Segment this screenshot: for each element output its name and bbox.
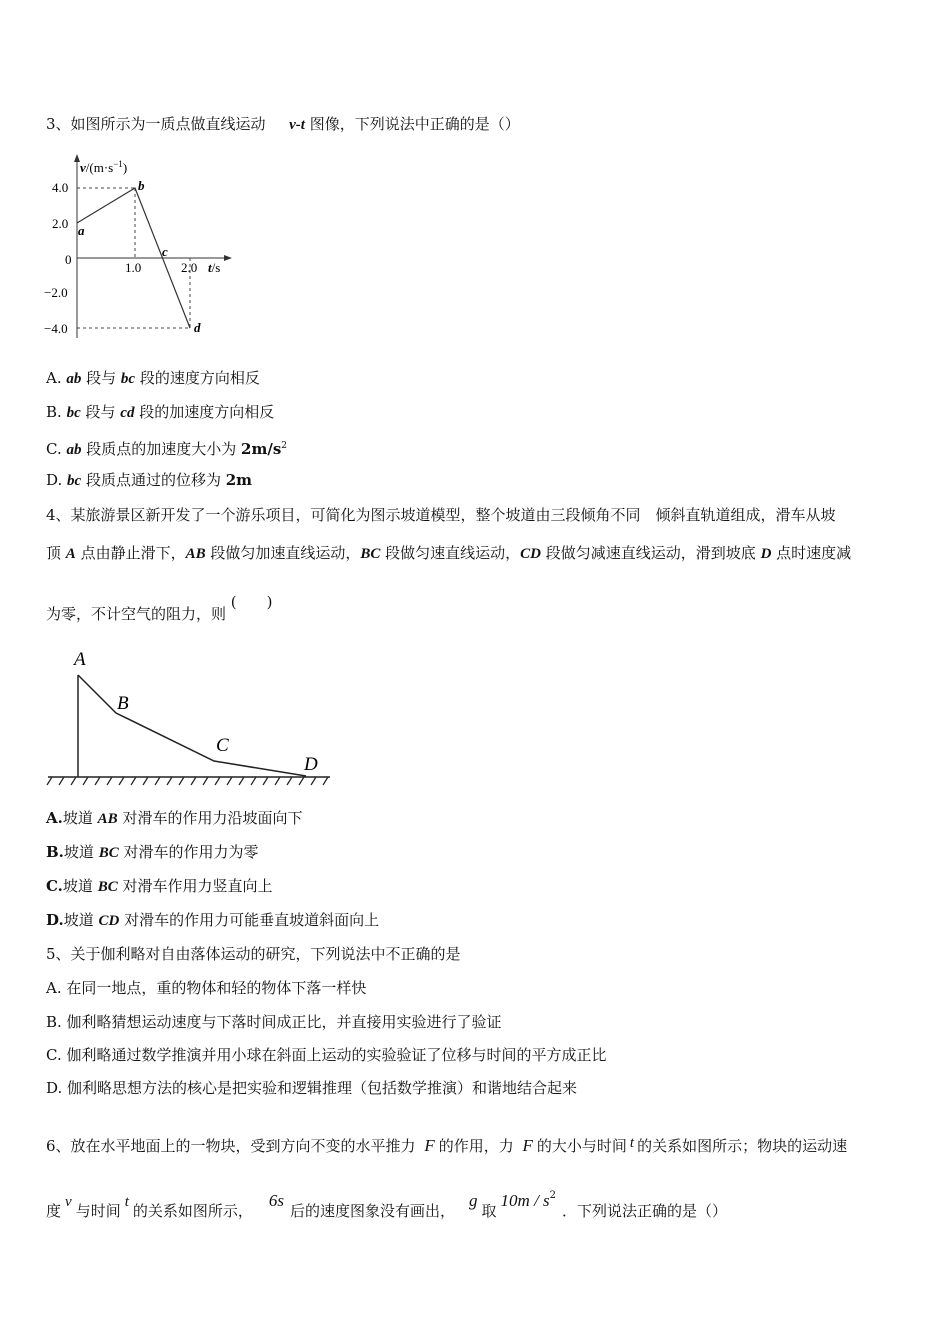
x-tick-2: 2.0 [181,260,198,275]
q5-stem: 5、关于伽利略对自由落体运动的研究，下列说法中不正确的是 [46,945,461,963]
q3-option-b: B. bc 段与 cd 段的加速度方向相反 [46,403,275,421]
x-axis-arrow [224,255,232,261]
q4-slope-figure [44,645,334,790]
y-tick-4: 4.0 [52,180,69,195]
ground-hatching [47,777,328,785]
x-tick-1: 1.0 [125,260,142,275]
slope-path [78,675,306,776]
q3-option-d: D. bc 段质点通过的位移为 2m [46,471,253,489]
q4-option-c: C.坡道 BC 对滑车作用力竖直向上 [46,877,273,895]
q6-stem-line2: 度 v 与时间 t 的关系如图所示，6s后的速度图象没有画出，g取$10m / s^2$．下列说法正确的是（） [46,1190,728,1220]
q3-vt-graph [40,150,240,345]
q4-stem-line3: 为零，不计空气的阻力，则 ( ) [46,593,273,623]
point-c: c [162,244,168,259]
q4-option-d: D.坡道 CD 对滑车的作用力可能垂直坡道斜面向上 [46,911,380,929]
point-d: d [194,320,201,335]
y-tick-2: 2.0 [52,216,69,231]
q4-stem-line2: 顶 A 点由静止滑下，AB 段做匀加速直线运动，BC 段做匀速直线运动，CD 段做匀减速直线运动，滑到坡底 D 点时速度减 [46,544,852,562]
q4-answer-paren: ( ) [230,593,273,611]
q6-stem-line1: 6、放在水平地面上的一物块，受到方向不变的水平推力 F 的作用，力 F 的大小与时间 t 的关系如图所示；物块的运动速 [46,1135,848,1155]
q3-stem-vt: v-t [289,117,305,133]
point-b: b [138,178,145,193]
x-axis-label: t/s [208,260,221,275]
q4-stem-line1: 4、某旅游景区新开发了一个游乐项目，可简化为图示坡道模型，整个坡道由三段倾角不同 倾斜直轨道组成，滑车从坡 [46,506,836,524]
label-D: D [304,754,318,775]
q5-option-a: A. 在同一地点，重的物体和轻的物体下落一样快 [46,979,367,997]
q3-option-a: A. ab 段与 bc 段的速度方向相反 [46,369,260,387]
y-axis-label: $v/(m\cdot s^{-1})$ [80,159,128,175]
point-a: a [78,223,85,238]
y-tick-neg2: −2.0 [44,285,68,300]
q3-option-c: C. ab 段质点的加速度大小为 $2m/s^2$ [46,440,287,458]
q5-option-d: D. 伽利略思想方法的核心是把实验和逻辑推理（包括数学推演）和谐地结合起来 [46,1079,578,1097]
q3-stem-text-a: 3、如图所示为一质点做直线运动 [46,115,266,133]
q4-option-b: B.坡道 BC 对滑车的作用力为零 [46,843,259,861]
label-A: A [74,649,86,670]
q4-option-a: A.坡道 AB 对滑车的作用力沿坡面向下 [46,809,303,827]
y-tick-0: 0 [65,252,72,267]
y-tick-neg4: −4.0 [44,321,68,336]
q5-option-c: C. 伽利略通过数学推演并用小球在斜面上运动的实验验证了位移与时间的平方成正比 [46,1046,607,1064]
label-C: C [216,735,229,756]
q5-option-b: B. 伽利略猜想运动速度与下落时间成正比，并直接用实验进行了验证 [46,1013,502,1031]
q3-stem-text-b: 图像，下列说法中正确的是（） [309,115,520,133]
label-B: B [117,693,129,714]
q3-stem [46,114,520,135]
